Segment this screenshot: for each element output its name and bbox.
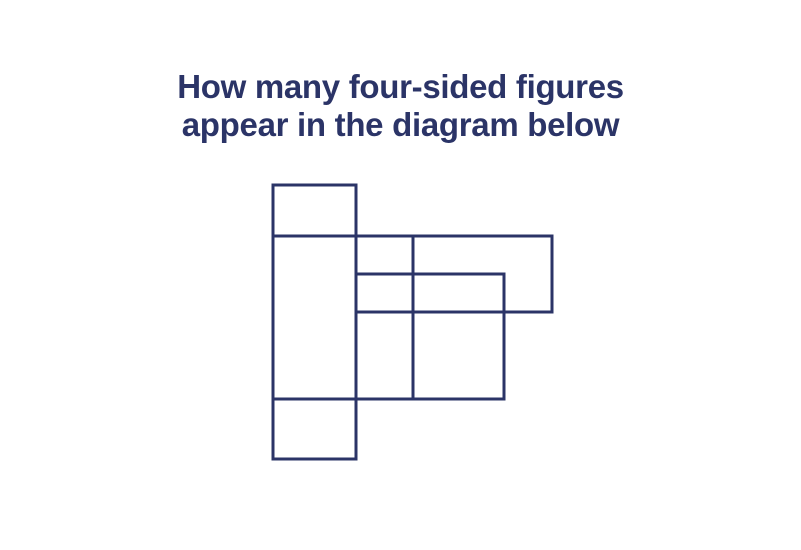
question-line-2: appear in the diagram below bbox=[181, 106, 620, 143]
question-line-1: How many four-sided figures bbox=[177, 68, 624, 105]
